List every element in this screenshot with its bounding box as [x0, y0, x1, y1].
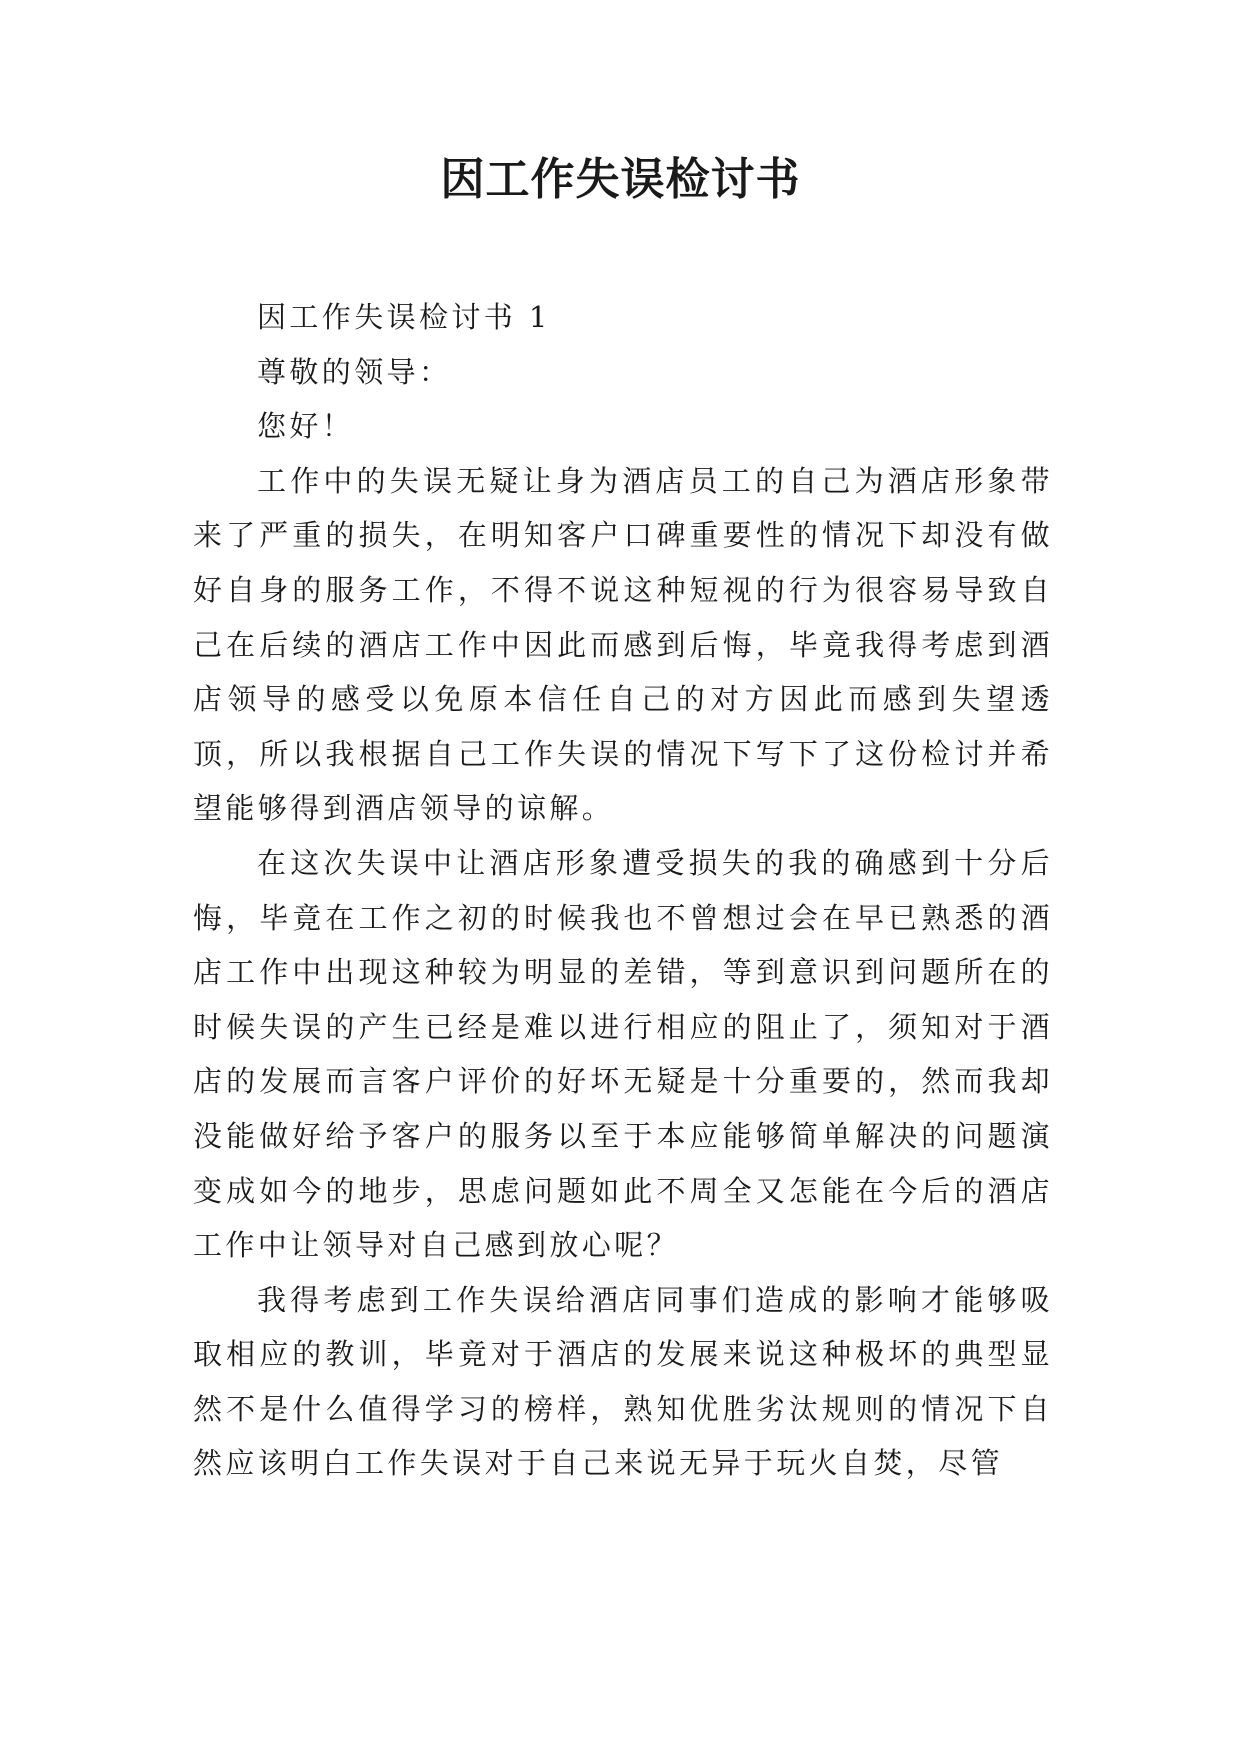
section-heading: 因工作失误检讨书 1 — [257, 300, 551, 334]
body-paragraph: 工作中的失误无疑让身为酒店员工的自己为酒店形象带来了严重的损失，在明知客户口碑重要性的情况下却没有做好自身的服务工作，不得不说这种短视的行为很容易导致自己在后续的酒店工作中因此而感到后悔，毕竟我得考虑到酒店领导的感受以免原本信任自己的对方因此而感到失望透顶，所以我根据自己工作失误的情况下写下了这份检讨并希望能够得到酒店领导的谅解。 — [193, 463, 1053, 826]
document-body — [193, 290, 1053, 1491]
salutation: 尊敬的领导： — [257, 354, 452, 389]
body-paragraph: 在这次失误中让酒店形象遭受损失的我的确感到十分后悔，毕竟在工作之初的时候我也不曾想过会在早已熟悉的酒店工作中出现这种较为明显的差错，等到意识到问题所在的时候失误的产生已经是难以进行相应的阻止了，须知对于酒店的发展而言客户评价的好坏无疑是十分重要的，然而我却没能做好给予客户的服务以至于本应能够简单解决的问题演变成如今的地步，思虑问题如此不周全又怎能在今后的酒店工作中让领导对自己感到放心呢？ — [193, 845, 1053, 1263]
greeting: 您好！ — [257, 409, 355, 444]
document-title: 因工作失误检讨书 — [440, 154, 801, 205]
body-paragraph: 我得考虑到工作失误给酒店同事们造成的影响才能够吸取相应的教训，毕竟对于酒店的发展来说这种极坏的典型显然不是什么值得学习的榜样，熟知优胜劣汰规则的情况下自然应该明白工作失误对于自己来说无异于玩火自焚，尽管 — [193, 1282, 1053, 1481]
